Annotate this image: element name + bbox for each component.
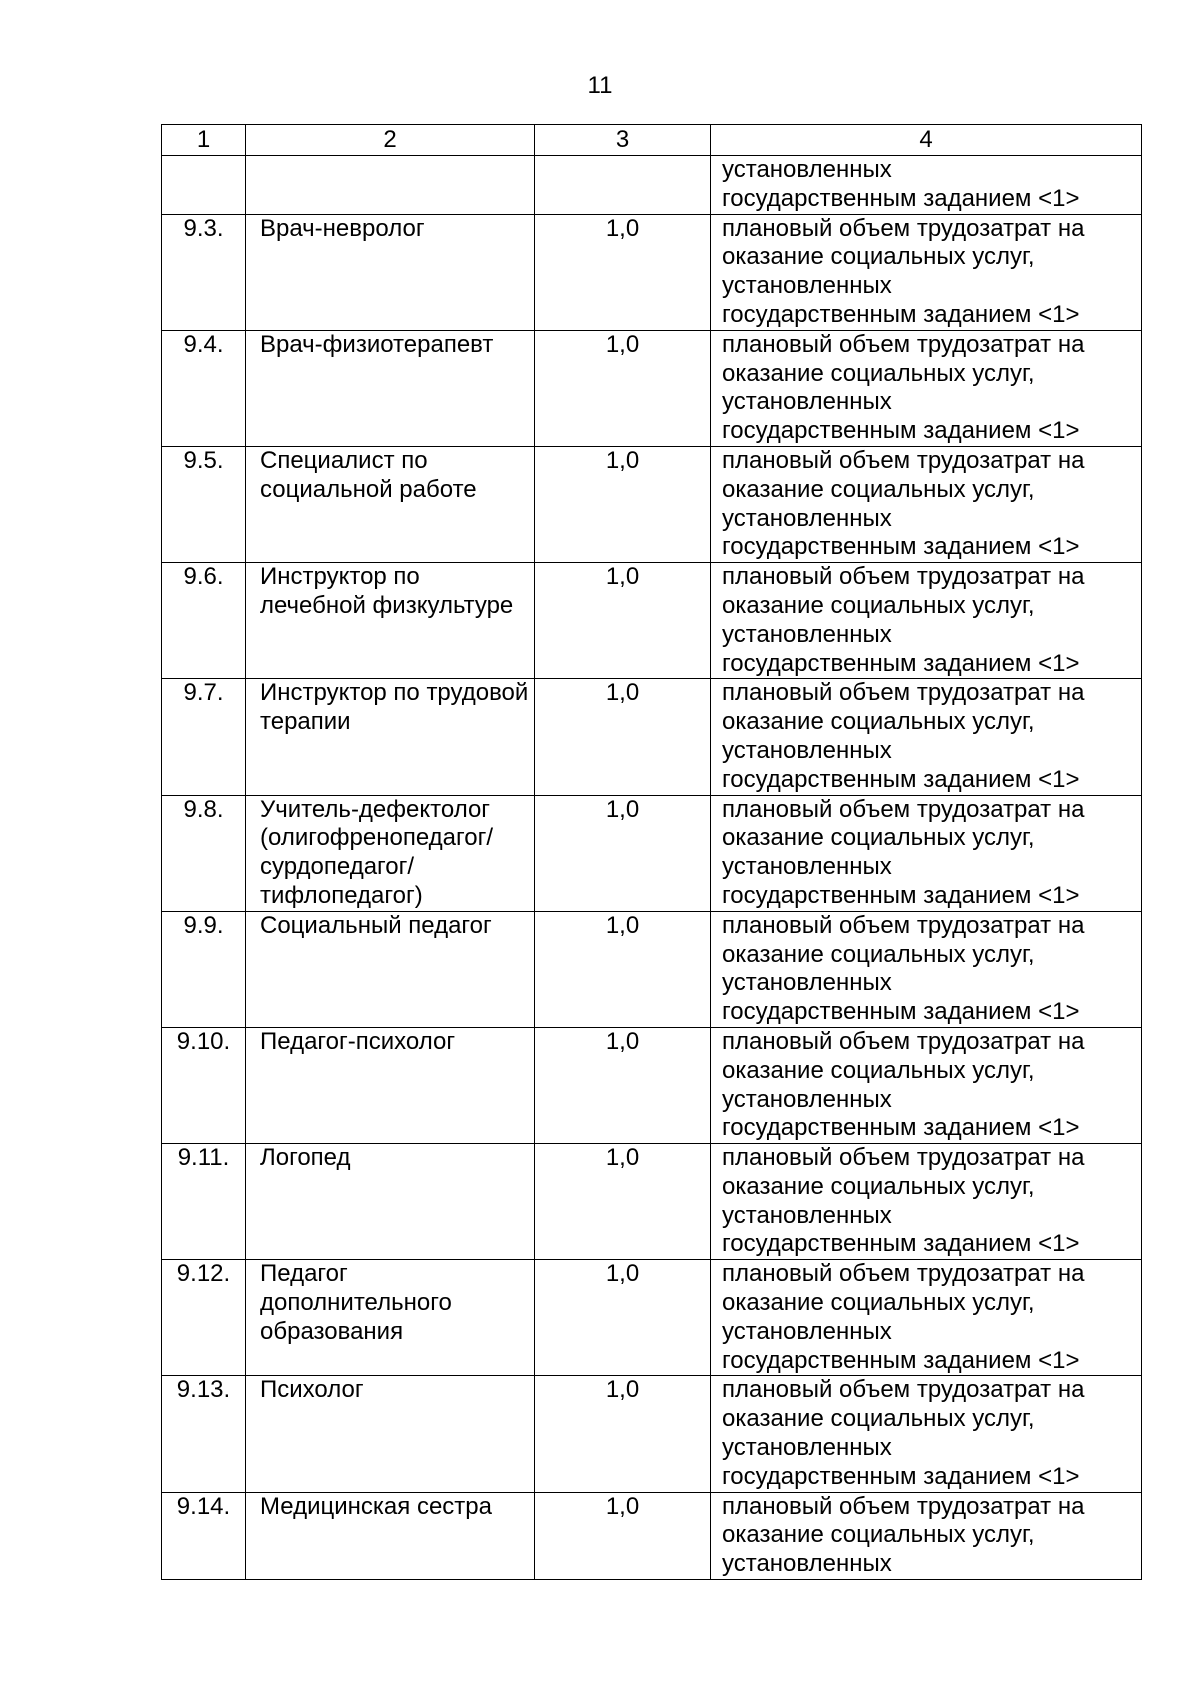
table-row xyxy=(162,1144,1142,1260)
column-header-1: 1 xyxy=(162,125,246,156)
row-number-cell: 9.12. xyxy=(162,1260,246,1376)
basis-line: плановый объем трудозатрат на xyxy=(722,795,1085,823)
basis-line: оказание социальных услуг, xyxy=(722,1289,1035,1317)
position-cell: Психолог xyxy=(246,1376,535,1492)
table-row-continuation xyxy=(162,156,1142,215)
position-cell: Социальный педагог xyxy=(246,911,535,1027)
basis-line: оказание социальных услуг, xyxy=(722,1056,1035,1084)
basis-cell xyxy=(711,1144,1142,1260)
rate-cell xyxy=(535,156,711,215)
column-header-3: 3 xyxy=(535,125,711,156)
basis-cell xyxy=(711,156,1142,215)
rate-cell: 1,0 xyxy=(535,330,711,446)
basis-line: плановый объем трудозатрат на xyxy=(722,563,1085,591)
position-cell: Инструктор по трудовой терапии xyxy=(246,679,535,795)
basis-line: плановый объем трудозатрат на xyxy=(722,214,1085,242)
basis-line: государственным заданием <1> xyxy=(722,300,1080,328)
basis-line: государственным заданием <1> xyxy=(722,998,1080,1026)
position-cell: Специалист по социальной работе xyxy=(246,446,535,562)
basis-line: установленных xyxy=(722,853,892,881)
basis-line: установленных xyxy=(722,1550,892,1578)
position-cell: Врач-невролог xyxy=(246,214,535,330)
basis-line: оказание социальных услуг, xyxy=(722,475,1035,503)
position-cell: Педагог-психолог xyxy=(246,1027,535,1143)
column-header-2: 2 xyxy=(246,125,535,156)
row-number-cell: 9.13. xyxy=(162,1376,246,1492)
basis-line: плановый объем трудозатрат на xyxy=(722,1492,1085,1520)
basis-line: плановый объем трудозатрат на xyxy=(722,1027,1085,1055)
basis-line: установленных xyxy=(722,388,892,416)
table-row xyxy=(162,563,1142,679)
basis-cell xyxy=(711,1376,1142,1492)
basis-line: оказание социальных услуг, xyxy=(722,1172,1035,1200)
basis-line: оказание социальных услуг, xyxy=(722,243,1035,271)
basis-cell xyxy=(711,1260,1142,1376)
basis-line: плановый объем трудозатрат на xyxy=(722,911,1085,939)
basis-line: плановый объем трудозатрат на xyxy=(722,446,1085,474)
basis-line: государственным заданием <1> xyxy=(722,533,1080,561)
basis-line: государственным заданием <1> xyxy=(722,881,1080,909)
table-row xyxy=(162,214,1142,330)
basis-line: оказание социальных услуг, xyxy=(722,359,1035,387)
basis-cell xyxy=(711,1027,1142,1143)
table-row xyxy=(162,1376,1142,1492)
rate-cell: 1,0 xyxy=(535,1027,711,1143)
rate-cell: 1,0 xyxy=(535,911,711,1027)
table-row xyxy=(162,1027,1142,1143)
basis-line: оказание социальных услуг, xyxy=(722,591,1035,619)
basis-line: государственным заданием <1> xyxy=(722,649,1080,677)
basis-line: установленных xyxy=(722,1317,892,1345)
basis-line: государственным заданием <1> xyxy=(722,184,1080,212)
basis-cell xyxy=(711,911,1142,1027)
basis-line: государственным заданием <1> xyxy=(722,1114,1080,1142)
basis-line: плановый объем трудозатрат на xyxy=(722,1260,1085,1288)
rate-cell: 1,0 xyxy=(535,1144,711,1260)
basis-cell xyxy=(711,795,1142,911)
rate-cell: 1,0 xyxy=(535,214,711,330)
position-cell: Врач-физиотерапевт xyxy=(246,330,535,446)
position-cell: Медицинская сестра xyxy=(246,1492,535,1579)
basis-line: установленных xyxy=(722,1434,892,1462)
row-number-cell: 9.6. xyxy=(162,563,246,679)
rate-cell: 1,0 xyxy=(535,446,711,562)
table-row xyxy=(162,795,1142,911)
table-body xyxy=(162,156,1142,1580)
basis-line: оказание социальных услуг, xyxy=(722,708,1035,736)
basis-line: установленных xyxy=(722,1201,892,1229)
position-cell: Логопед xyxy=(246,1144,535,1260)
table-row xyxy=(162,911,1142,1027)
basis-line: установленных xyxy=(722,156,892,183)
basis-line: установленных xyxy=(722,1085,892,1113)
basis-line: оказание социальных услуг, xyxy=(722,1405,1035,1433)
basis-cell xyxy=(711,563,1142,679)
basis-line: установленных xyxy=(722,272,892,300)
rate-cell: 1,0 xyxy=(535,563,711,679)
table-row xyxy=(162,679,1142,795)
rate-cell: 1,0 xyxy=(535,1492,711,1579)
basis-line: оказание социальных услуг, xyxy=(722,1521,1035,1549)
basis-line: плановый объем трудозатрат на xyxy=(722,1144,1085,1172)
row-number-cell: 9.10. xyxy=(162,1027,246,1143)
basis-cell xyxy=(711,1492,1142,1579)
row-number-cell: 9.3. xyxy=(162,214,246,330)
rate-cell: 1,0 xyxy=(535,1260,711,1376)
row-number-cell: 9.8. xyxy=(162,795,246,911)
row-number-cell: 9.14. xyxy=(162,1492,246,1579)
rate-cell: 1,0 xyxy=(535,679,711,795)
basis-cell xyxy=(711,446,1142,562)
basis-line: оказание социальных услуг, xyxy=(722,940,1035,968)
basis-line: установленных xyxy=(722,969,892,997)
basis-line: государственным заданием <1> xyxy=(722,765,1080,793)
table-header-row xyxy=(162,125,1142,156)
basis-line: государственным заданием <1> xyxy=(722,1346,1080,1374)
row-number-cell: 9.11. xyxy=(162,1144,246,1260)
row-number-cell: 9.5. xyxy=(162,446,246,562)
basis-cell xyxy=(711,330,1142,446)
basis-line: установленных xyxy=(722,620,892,648)
basis-line: государственным заданием <1> xyxy=(722,1230,1080,1258)
position-cell: Педагог дополнительного образования xyxy=(246,1260,535,1376)
row-number-cell: 9.9. xyxy=(162,911,246,1027)
basis-line: плановый объем трудозатрат на xyxy=(722,679,1085,707)
table-row xyxy=(162,446,1142,562)
staffing-table xyxy=(161,124,1142,1580)
basis-line: установленных xyxy=(722,504,892,532)
basis-line: плановый объем трудозатрат на xyxy=(722,1376,1085,1404)
rate-cell: 1,0 xyxy=(535,1376,711,1492)
column-header-4: 4 xyxy=(711,125,1142,156)
row-number-cell xyxy=(162,156,246,215)
position-cell: Учитель-дефектолог (олигофренопедагог/ сурдопедагог/ тифлопедагог) xyxy=(246,795,535,911)
basis-line: государственным заданием <1> xyxy=(722,1462,1080,1490)
table-row xyxy=(162,1492,1142,1579)
basis-line: оказание социальных услуг, xyxy=(722,824,1035,852)
basis-cell xyxy=(711,679,1142,795)
basis-line: установленных xyxy=(722,736,892,764)
page-number: 11 xyxy=(587,72,613,99)
basis-line: государственным заданием <1> xyxy=(722,417,1080,445)
basis-line: плановый объем трудозатрат на xyxy=(722,330,1085,358)
position-cell xyxy=(246,156,535,215)
basis-cell xyxy=(711,214,1142,330)
position-cell: Инструктор по лечебной физкультуре xyxy=(246,563,535,679)
table-row xyxy=(162,1260,1142,1376)
row-number-cell: 9.7. xyxy=(162,679,246,795)
row-number-cell: 9.4. xyxy=(162,330,246,446)
rate-cell: 1,0 xyxy=(535,795,711,911)
table-row xyxy=(162,330,1142,446)
